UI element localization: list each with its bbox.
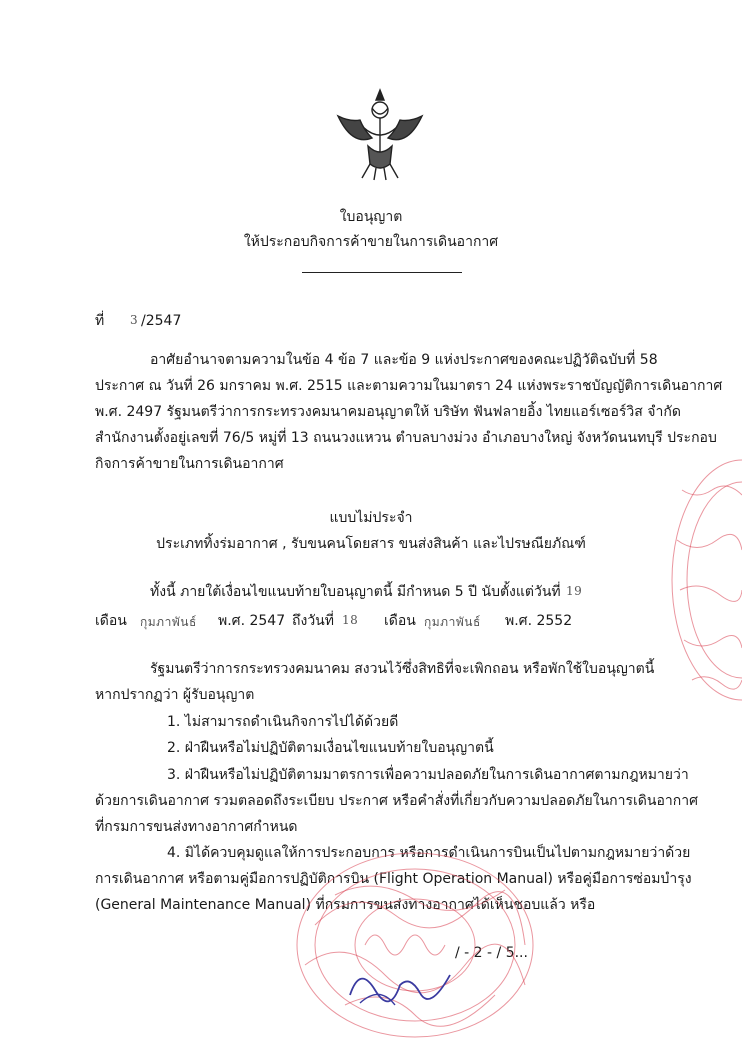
validity-end-year: พ.ศ. 2552	[505, 613, 573, 629]
ref-suffix: /2547	[141, 313, 182, 329]
condition-2: 2. ฝ่าฝืนหรือไม่ปฏิบัติตามเงื่อนไขแนบท้ายใบอนุญาตนี้	[167, 740, 494, 756]
condition-3-cont-2: ที่กรมการขนส่งทางอากาศกำหนด	[95, 819, 298, 835]
page-marker: / - 2 - / 5...	[455, 945, 528, 961]
body-line-1: อาศัยอำนาจตามความในข้อ 4 ข้อ 7 และข้อ 9 แห่งประกาศของคณะปฏิวัติฉบับที่ 58	[150, 352, 658, 368]
condition-3-cont-1: ด้วยการเดินอากาศ รวมตลอดถึงระเบียบ ประกาศ หรือคำสั่งที่เกี่ยวกับความปลอดภัยในการเดินอากาศ	[95, 793, 698, 809]
body-line-3: พ.ศ. 2497 รัฐมนตรีว่าการกระทรวงคมนาคมอนุญาตให้ บริษัท ฟันฟลายอิ้ง ไทยแอร์เซอร์วิส จำกัด	[95, 404, 681, 420]
condition-4: 4. มิได้ควบคุมดูแลให้การประกอบการ หรือการดำเนินการบินเป็นไปตามกฎหมายว่าด้วย	[167, 845, 691, 861]
validity-start-month: กุมภาพันธ์	[140, 615, 197, 629]
service-category: ประเภททิ้งร่มอากาศ , รับขนคนโดยสาร ขนส่งสินค้า และไปรษณียภัณฑ์	[156, 536, 586, 552]
signature-icon	[340, 955, 460, 1015]
body-line-5: กิจการค้าขายในการเดินอากาศ	[95, 456, 284, 472]
validity-start-day: 19	[566, 584, 583, 598]
ref-label: ที่	[95, 313, 105, 329]
validity-text: ทั้งนี้ ภายใต้เงื่อนไขแนบท้ายใบอนุญาตนี้ มีกำหนด 5 ปี นับตั้งแต่วันที่	[150, 584, 561, 600]
validity-until-label: ถึงวันที่	[292, 613, 334, 629]
validity-end-day: 18	[342, 613, 359, 627]
service-type: แบบไม่ประจำ	[329, 510, 413, 526]
validity-start-year: พ.ศ. 2547	[218, 613, 286, 629]
condition-4-cont-2: (General Maintenance Manual) ที่กรมการขนส่งทางอากาศได้เห็นชอบแล้ว หรือ	[95, 897, 596, 913]
validity-month-label: เดือน	[95, 613, 127, 629]
revoke-line-1: รัฐมนตรีว่าการกระทรวงคมนาคม สงวนไว้ซึ่งสิทธิที่จะเพิกถอน หรือพักใช้ใบอนุญาตนี้	[150, 661, 655, 677]
condition-3: 3. ฝ่าฝืนหรือไม่ปฏิบัติตามมาตรการเพื่อความปลอดภัยในการเดินอากาศตามกฎหมายว่า	[167, 767, 689, 783]
side-stamp-icon	[662, 430, 742, 730]
body-line-4: สำนักงานตั้งอยู่เลขที่ 76/5 หมู่ที่ 13 ถนนวงแหวน ตำบลบางม่วง อำเภอบางใหญ่ จังหวัดนนทบุรี ประกอบ	[95, 430, 717, 446]
document-subtitle: ให้ประกอบกิจการค้าขายในการเดินอากาศ	[243, 234, 499, 250]
condition-1: 1. ไม่สามารถดำเนินกิจการไปได้ด้วยดี	[167, 714, 399, 730]
validity-end-month: กุมภาพันธ์	[424, 615, 481, 629]
document-title: ใบอนุญาต	[339, 209, 403, 225]
garuda-emblem-icon	[332, 86, 428, 182]
validity-month-label-2: เดือน	[384, 613, 416, 629]
title-divider	[302, 272, 462, 273]
condition-4-cont-1: การเดินอากาศ หรือตามคู่มือการปฏิบัติการบิน (Flight Operation Manual) หรือคู่มือการซ่อมบำรุง	[95, 871, 692, 887]
ref-number: 3	[130, 313, 139, 327]
body-line-2: ประกาศ ณ วันที่ 26 มกราคม พ.ศ. 2515 และตามความในมาตรา 24 แห่งพระราชบัญญัติการเดินอากาศ	[95, 378, 723, 394]
revoke-line-2: หากปรากฏว่า ผู้รับอนุญาต	[95, 687, 255, 703]
